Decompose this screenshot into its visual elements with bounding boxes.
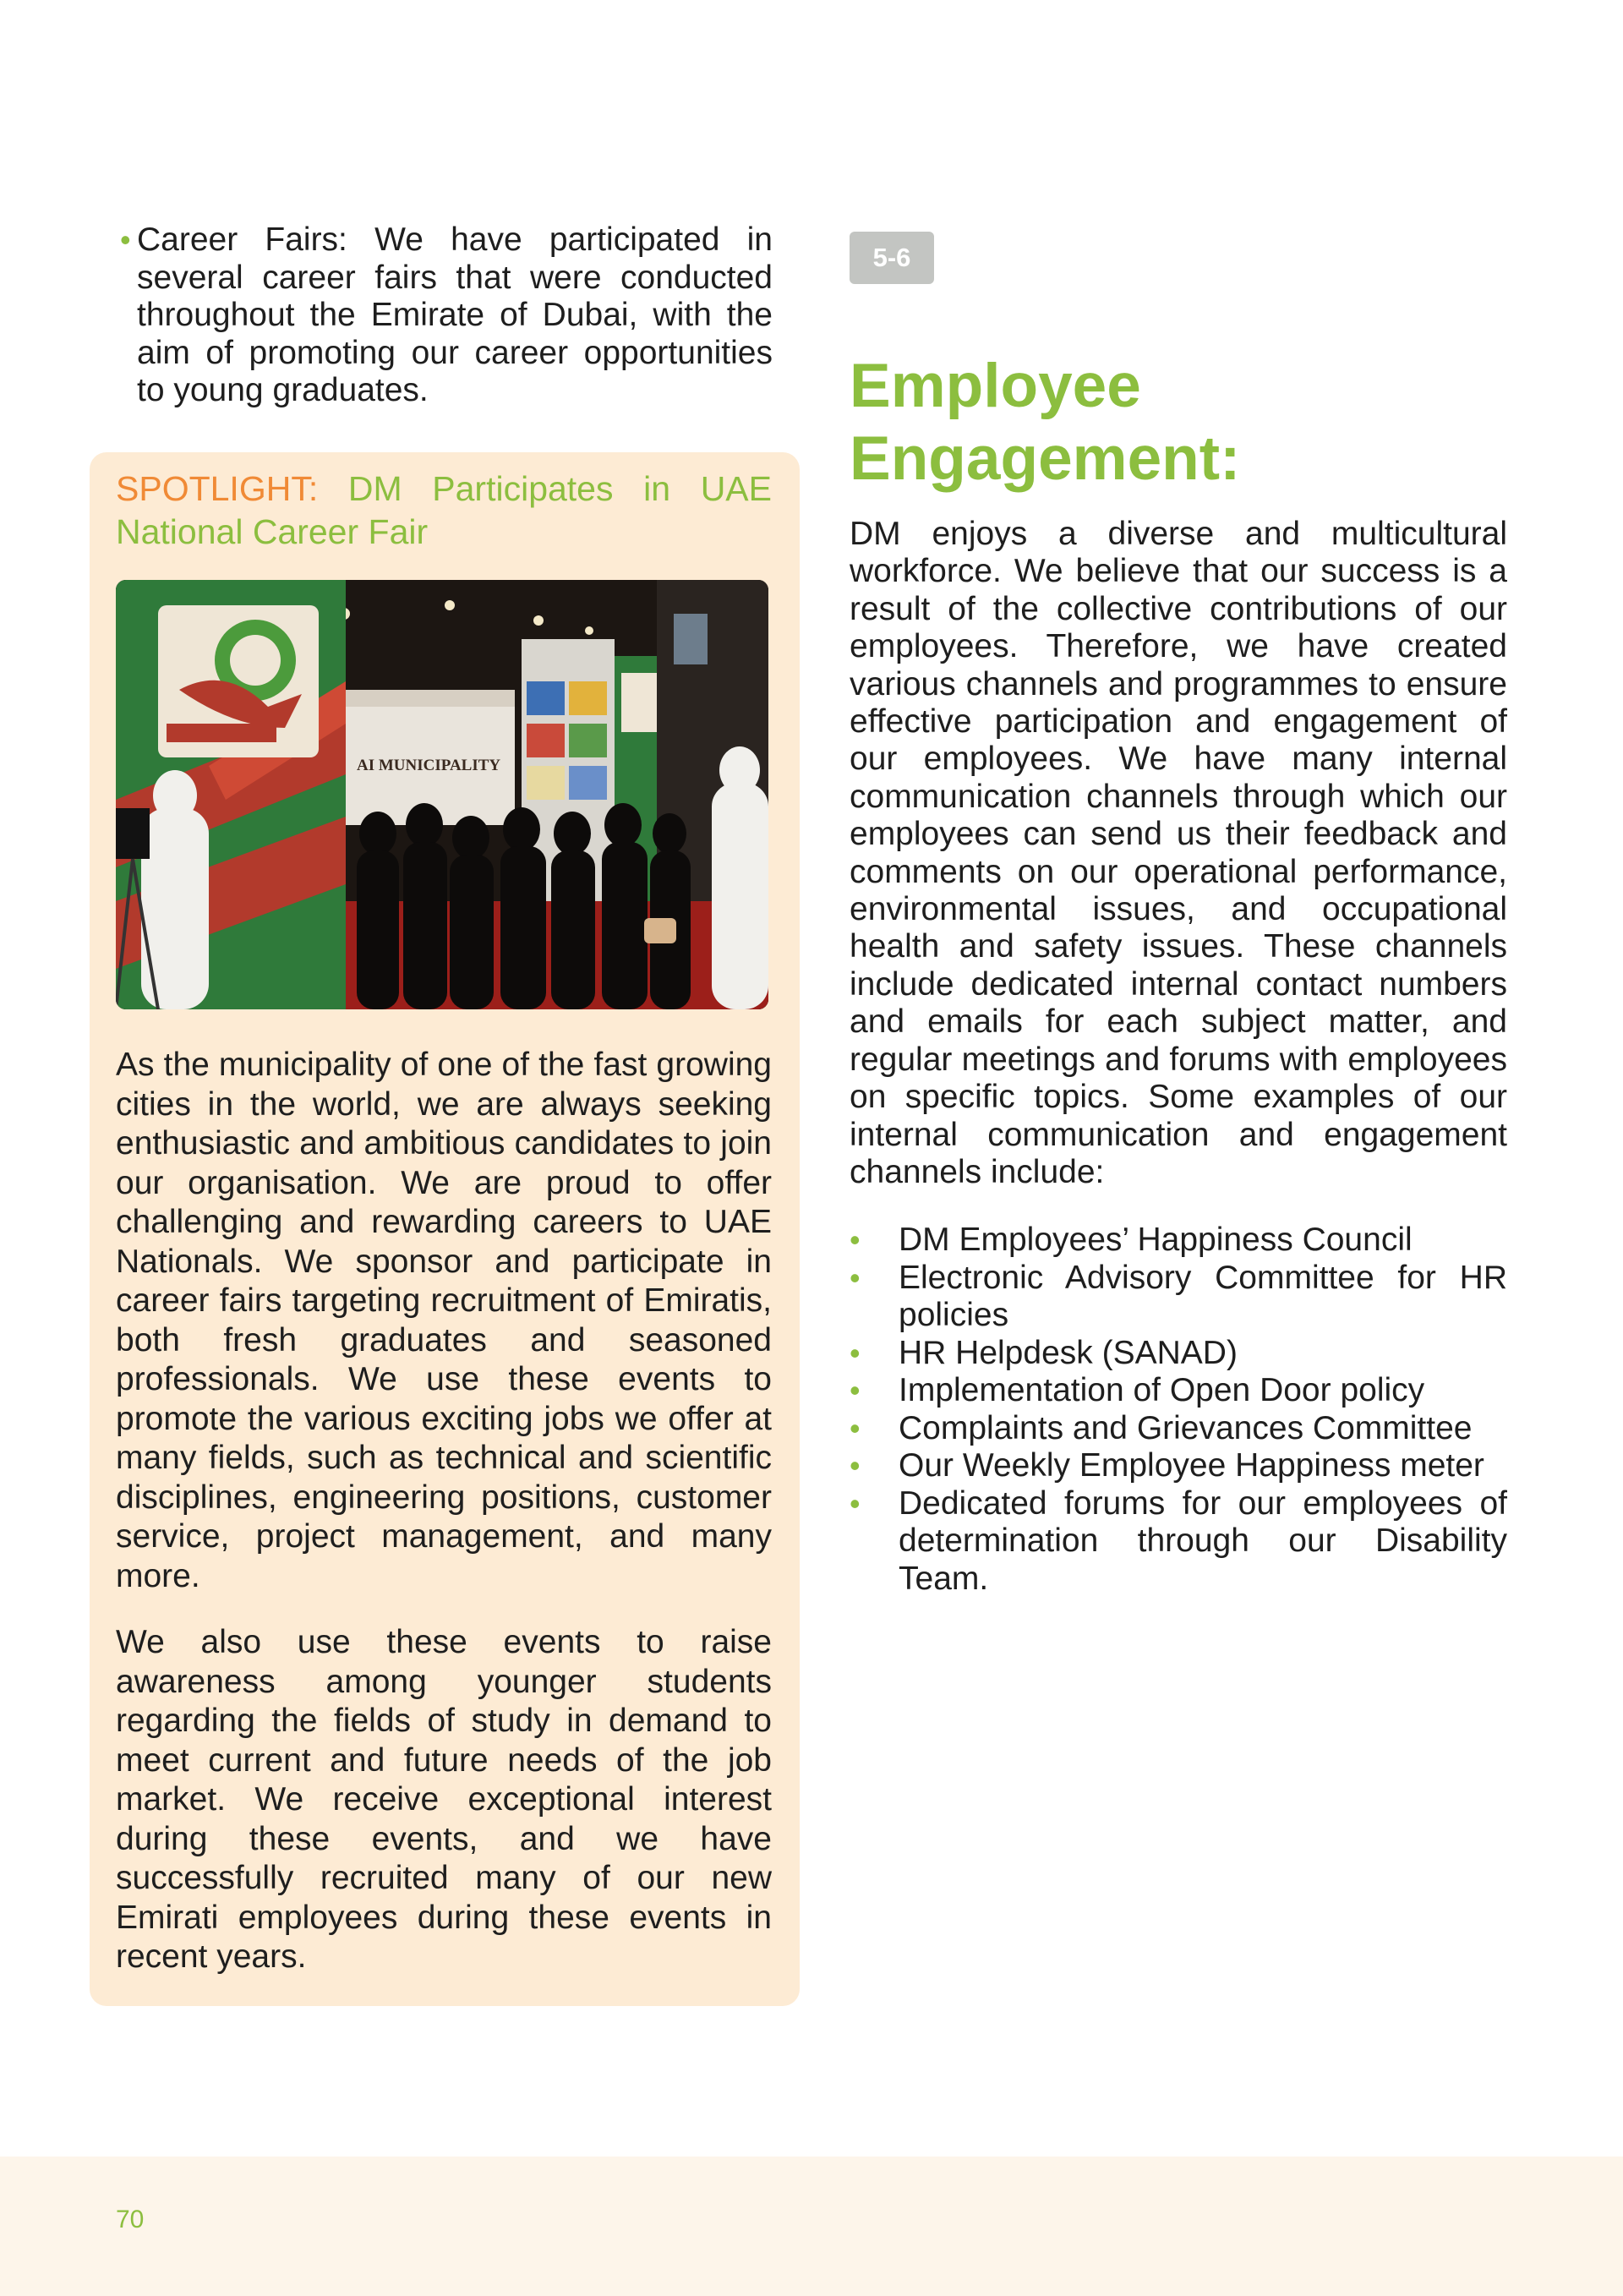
bullet-dot-icon: • xyxy=(850,1485,861,1521)
section-body-text: DM enjoys a diverse and multicultural workforce. We believe that our success is a result of the collective contributions of our employees. Therefore, we have created various channels and programmes to ensure effective participation and engagement of our employees. We have many internal communication channels through which our employees can send us their feedback and comments on our operational performance, environmental issues, and occupational health and safety issues. These channels include dedicated internal contact numbers and emails for each subject matter, and regular meetings and forums with employees on specific topics. Some examples of our internal communication and engagement channels include: xyxy=(850,516,1507,1190)
bullet-dot-icon: • xyxy=(850,1448,861,1483)
list-item xyxy=(850,1447,1507,1485)
spotlight-label: SPOTLIGHT: xyxy=(116,469,319,508)
municipality-sign: AI MUNICIPALITY xyxy=(357,757,501,774)
bullet-dot-icon: • xyxy=(850,1260,861,1295)
section-number-badge: 5-6 xyxy=(850,232,934,284)
section-heading-line-2: Engagement: xyxy=(850,424,1241,493)
spotlight-body xyxy=(116,1046,772,2004)
spotlight-heading: DM Participates in UAE National Career Fair xyxy=(116,469,772,551)
page-footer xyxy=(0,2157,1623,2296)
list-item-text: DM Employees’ Happiness Council xyxy=(899,1222,1413,1258)
list-item-text: Complaints and Grievances Committee xyxy=(899,1409,1473,1446)
page-number: 70 xyxy=(116,2206,145,2233)
list-item xyxy=(850,1485,1507,1599)
list-item xyxy=(850,1372,1507,1410)
bullet-dot-icon: • xyxy=(850,1410,861,1446)
list-item xyxy=(850,1260,1507,1335)
bullet-dot-icon: • xyxy=(850,1373,861,1408)
bullet-dot-icon: • xyxy=(850,1222,861,1257)
list-item xyxy=(90,221,773,410)
spotlight-paragraph-2: We also use these events to raise awareness among younger students regarding the fields of study in demand to meet current and future needs of the job market. We receive exceptional interest during these events, and we have successfully recruited many of our new Emirati employees during these events in recent years. xyxy=(116,1624,772,1975)
engagement-channels-list xyxy=(850,1222,1507,1598)
bullet-dot-icon: • xyxy=(120,222,131,257)
section-heading xyxy=(850,350,1543,495)
list-item-text: Dedicated forums for our employees of determination through our Disability Team. xyxy=(899,1484,1507,1597)
career-fair-photo xyxy=(116,580,768,1009)
list-item xyxy=(850,1335,1507,1373)
list-item-text: Implementation of Open Door policy xyxy=(899,1372,1425,1408)
list-item xyxy=(850,1410,1507,1448)
spotlight-title xyxy=(116,467,772,554)
list-item xyxy=(850,1222,1507,1260)
spotlight-paragraph-1: As the municipality of one of the fast growing cities in the world, we are always seeking enthusiastic and ambitious candidates to join our organisation. We are proud to offer challenging and rewarding careers to UAE Nationals. We sponsor and participate in career fairs targeting recruitment of Emiratis, both fresh graduates and seasoned professionals. We use these events to promote the various exciting jobs we offer at many fields, such as technical and scientific disciplines, engineering positions, customer service, project management, and many more. xyxy=(116,1047,772,1594)
career-fairs-section xyxy=(90,221,773,410)
list-item-text: Our Weekly Employee Happiness meter xyxy=(899,1447,1484,1484)
list-item-text: HR Helpdesk (SANAD) xyxy=(899,1334,1238,1371)
section-heading-line-1: Employee xyxy=(850,352,1141,420)
list-item-text: Electronic Advisory Committee for HR policies xyxy=(899,1259,1507,1333)
career-fairs-text: Career Fairs: We have participated in several career fairs that were conducted throughout the Emirate of Dubai, with the aim of promoting our career opportunities to young graduates. xyxy=(137,221,773,408)
career-fairs-list xyxy=(90,221,773,410)
bullet-dot-icon: • xyxy=(850,1335,861,1370)
career-fair-photo-illustration xyxy=(116,580,768,1009)
